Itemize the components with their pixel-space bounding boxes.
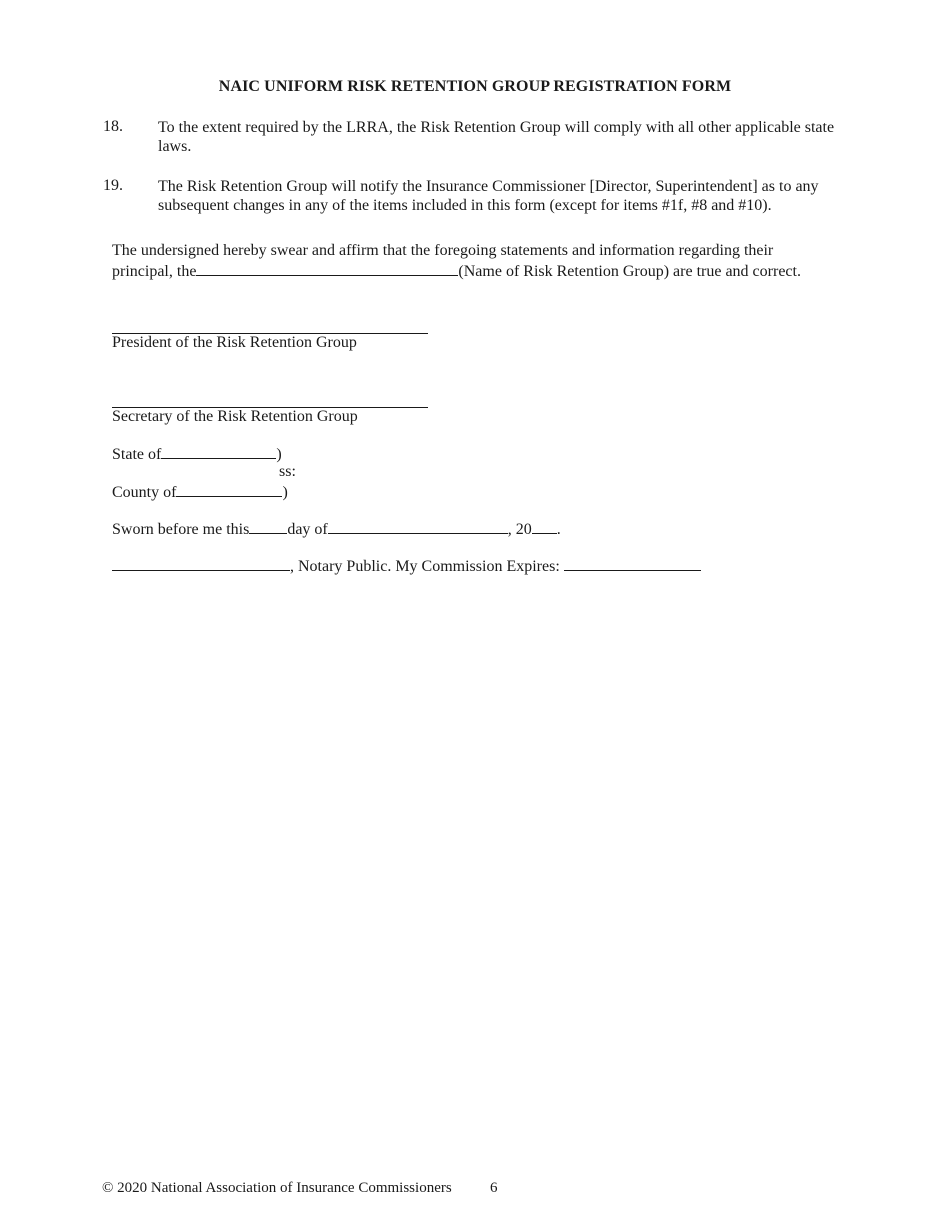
affirmation-line-1: The undersigned hereby swear and affirm that the foregoing statements and information regarding their bbox=[112, 242, 774, 259]
page-number: 6 bbox=[490, 1180, 498, 1196]
item-number-19: 19. bbox=[103, 177, 123, 194]
sworn-day-of: day of bbox=[287, 521, 328, 538]
county-blank[interactable] bbox=[176, 482, 282, 497]
county-line bbox=[112, 482, 288, 502]
sworn-year-prefix: , 20 bbox=[507, 521, 532, 538]
commission-expires-blank[interactable] bbox=[564, 556, 701, 571]
state-label: State of bbox=[112, 446, 162, 463]
affirmation-suffix: (Name of Risk Retention Group) are true and correct. bbox=[458, 263, 801, 280]
notary-line bbox=[112, 556, 701, 576]
sworn-period: . bbox=[556, 521, 561, 538]
state-blank[interactable] bbox=[161, 444, 276, 459]
affirmation-line-2 bbox=[112, 261, 801, 281]
rrg-name-blank[interactable] bbox=[196, 261, 458, 276]
month-blank[interactable] bbox=[328, 519, 508, 534]
item-number-18: 18. bbox=[103, 118, 123, 135]
item-text-19: The Risk Retention Group will notify the Insurance Commissioner [Director, Superintendent] as to any subsequent changes in any of the items included in this form (except for items #1f, #8 and #10). bbox=[158, 178, 819, 214]
secretary-label: Secretary of the Risk Retention Group bbox=[112, 408, 358, 425]
day-blank[interactable] bbox=[249, 519, 287, 534]
state-line bbox=[112, 444, 282, 464]
president-label: President of the Risk Retention Group bbox=[112, 334, 357, 351]
notary-text: , Notary Public. My Commission Expires: bbox=[290, 558, 560, 575]
ss-label: ss: bbox=[279, 463, 296, 480]
notary-name-blank[interactable] bbox=[112, 556, 290, 571]
form-title: NAIC UNIFORM RISK RETENTION GROUP REGISTRATION FORM bbox=[218, 78, 732, 95]
item-text-18: To the extent required by the LRRA, the Risk Retention Group will comply with all other applicable state laws. bbox=[158, 119, 835, 155]
affirmation-prefix: principal, the bbox=[112, 263, 197, 280]
year-blank[interactable] bbox=[532, 519, 557, 534]
footer-copyright: © 2020 National Association of Insurance Commissioners bbox=[102, 1180, 452, 1196]
county-label: County of bbox=[112, 484, 177, 501]
state-paren: ) bbox=[276, 446, 282, 463]
sworn-line bbox=[112, 519, 561, 539]
sworn-prefix: Sworn before me this bbox=[112, 521, 250, 538]
county-paren: ) bbox=[282, 484, 288, 501]
